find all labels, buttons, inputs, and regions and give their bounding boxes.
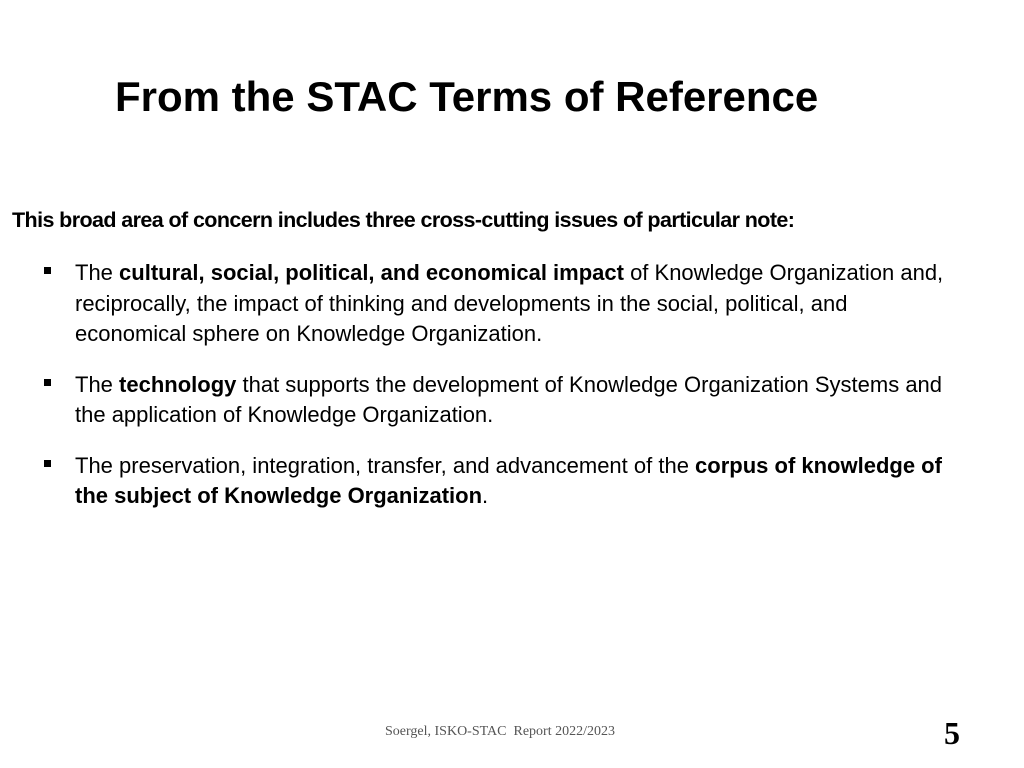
bullet-text bbox=[75, 260, 943, 346]
bullet-text-segment: . bbox=[482, 483, 489, 508]
slide-title: From the STAC Terms of Reference bbox=[115, 73, 819, 120]
bullet-text-segment: The bbox=[75, 371, 120, 397]
square-bullet-icon bbox=[44, 460, 51, 467]
bullet-item bbox=[0, 370, 955, 431]
bullet-text-emphasis: corpus of knowledge of the subject of Knowledge Organization bbox=[75, 452, 942, 508]
bullet-list bbox=[0, 258, 1024, 532]
slide-footer: Soergel, ISKO-STAC Report 2022/2023 bbox=[385, 724, 616, 739]
square-bullet-icon bbox=[44, 267, 51, 274]
bullet-text-emphasis: cultural, social, political, and economical impact bbox=[119, 260, 624, 285]
bullet-text bbox=[75, 453, 942, 509]
bullet-text bbox=[75, 372, 942, 428]
bullet-text-emphasis: technology bbox=[119, 371, 237, 397]
intro-text: This broad area of concern includes three cross-cutting issues of particular note: bbox=[12, 208, 795, 232]
page-number: 5 bbox=[944, 715, 960, 751]
bullet-text-segment: The bbox=[75, 260, 120, 285]
bullet-item bbox=[0, 451, 955, 512]
bullet-item bbox=[0, 258, 955, 350]
bullet-text-segment: The preservation, integration, transfer, and advancement of the bbox=[75, 452, 696, 478]
square-bullet-icon bbox=[44, 379, 51, 386]
bullet-text-segment: of Knowledge Organization and, reciprocally, the impact of thinking and developments in the social, political, and economical sphere on Knowledge Organization. bbox=[75, 260, 944, 346]
bullet-text-segment: that supports the development of Knowledge Organization Systems and the application of Knowledge Organization. bbox=[75, 371, 943, 427]
